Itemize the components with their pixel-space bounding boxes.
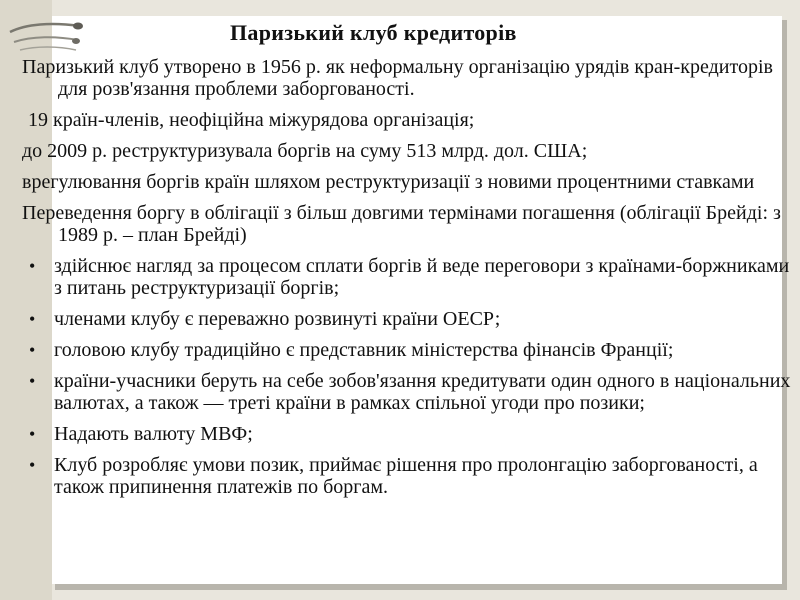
list-item [22, 370, 792, 414]
list-item [22, 308, 792, 330]
bullet-icon: • [29, 424, 36, 444]
slide-title: Паризький клуб кредиторів [230, 20, 517, 45]
paragraph-restructured-amount: до 2009 р. реструктуризувала боргів на суму 513 млрд. дол. США; [22, 140, 588, 162]
list-item-text: країни-учасники беруть на себе зобов'язання кредитувати один одного в національних валютах, а також — треті країни в рамках спільної угоди про позики; [54, 370, 791, 414]
bullet-icon: • [29, 256, 36, 276]
list-item-text: Надають валюту МВФ; [54, 423, 253, 445]
list-item-text: Клуб розробляє умови позик, приймає рішення про пролонгацію заборгованості, а також припинення платежів по боргам. [54, 454, 758, 498]
swoosh-decoration-icon [6, 10, 86, 60]
paragraph-intro: Паризький клуб утворено в 1956 р. як неформальну організацію урядів кран-кредиторів для розв'язання проблеми заборгованості. [22, 56, 773, 100]
list-item [22, 423, 792, 445]
slide-content [22, 56, 792, 507]
list-item [22, 255, 792, 299]
bullet-list [22, 255, 792, 498]
list-item [22, 454, 792, 498]
list-item-text: здійснює нагляд за процесом сплати боргів й веде переговори з країнами-боржниками з питань реструктуризації боргів; [54, 255, 790, 299]
bullet-icon: • [29, 309, 36, 329]
list-item-text: членами клубу є переважно розвинуті країни ОЕСР; [54, 308, 501, 330]
paragraph-members: 19 країн-членів, неофіційна міжурядова організація; [28, 109, 475, 131]
bullet-icon: • [29, 371, 36, 391]
paragraph-debt-settlement: врегулювання боргів країн шляхом реструктуризації з новими процентними ставками [22, 171, 755, 193]
list-item-text: головою клубу традиційно є представник міністерства фінансів Франції; [54, 339, 674, 361]
paragraph-brady-bonds: Переведення боргу в облігації з більш довгими термінами погашення (облігації Брейді: з 1989 р. – план Брейді) [22, 202, 781, 246]
bullet-icon: • [29, 455, 36, 475]
list-item [22, 339, 792, 361]
bullet-icon: • [29, 340, 36, 360]
